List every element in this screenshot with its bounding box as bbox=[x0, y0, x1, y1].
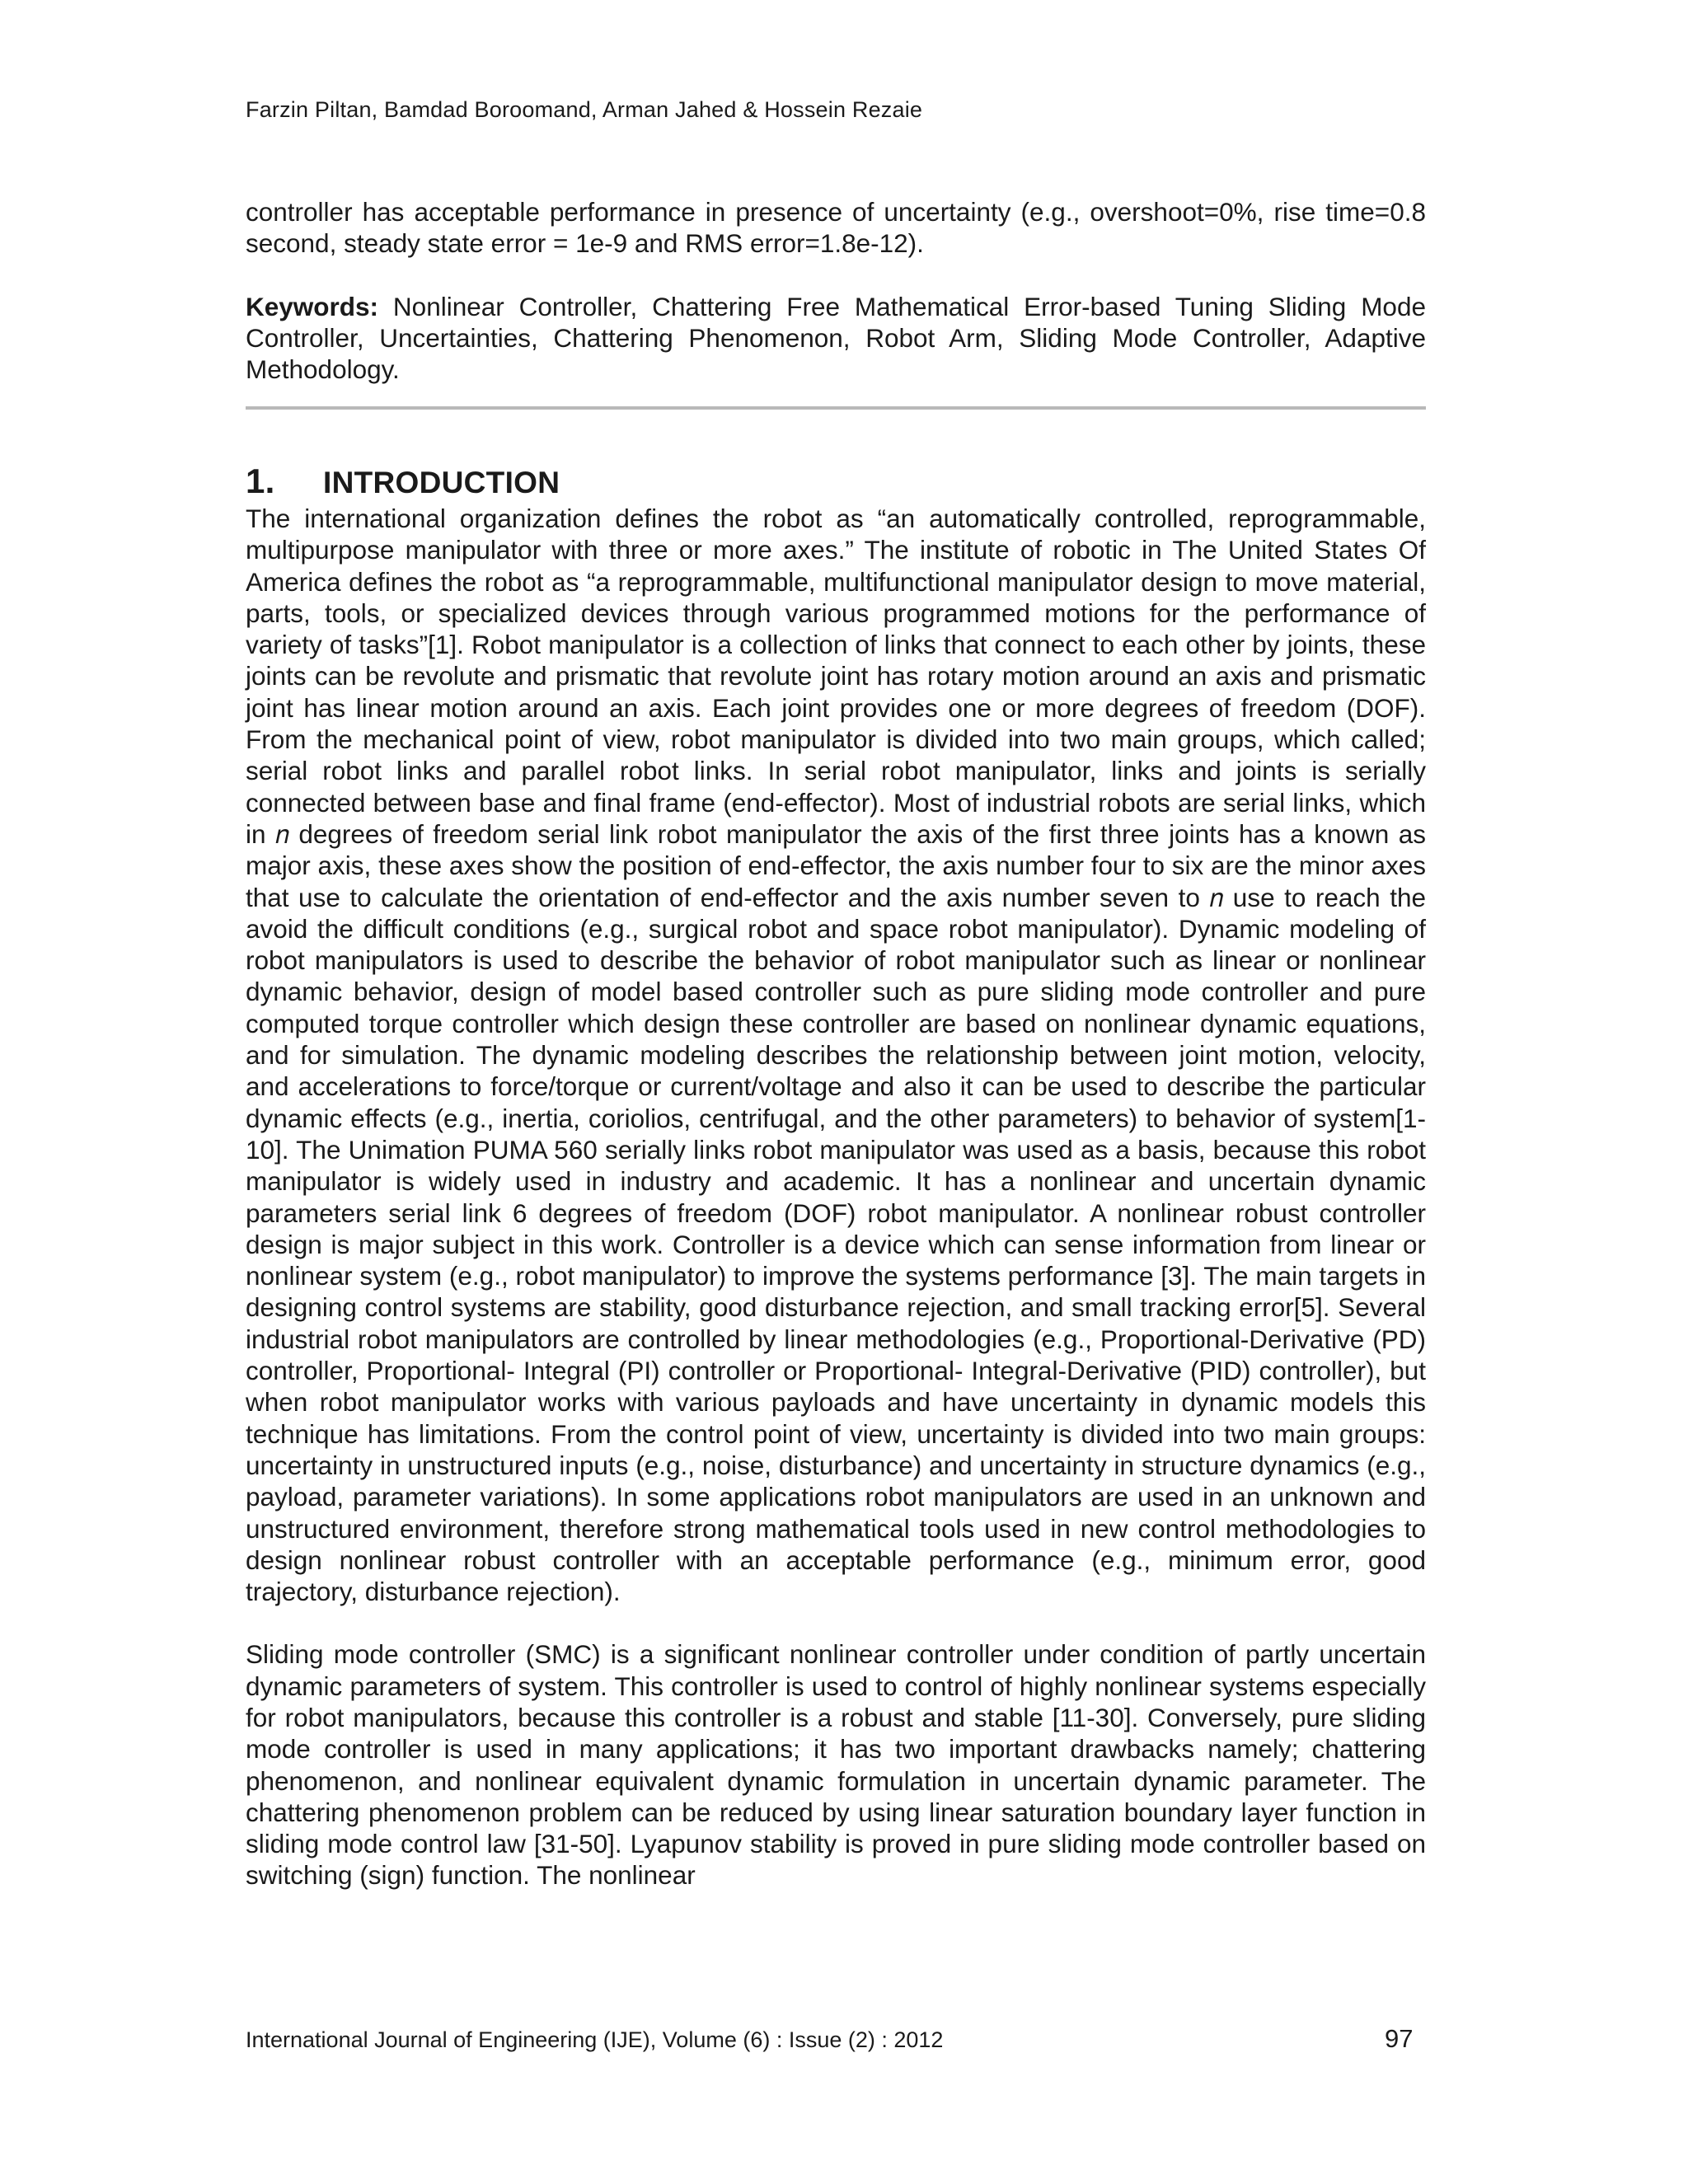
introduction-body bbox=[246, 503, 1426, 1891]
footer-page-number: 97 bbox=[1385, 2024, 1414, 2053]
abstract-block bbox=[246, 196, 1426, 385]
keywords-text: Nonlinear Controller, Chattering Free Mathematical Error-based Tuning Sliding Mode Controller, Uncertainties, Chattering Phenomenon, Robot Arm, Sliding Mode Controller, Adaptive Methodology. bbox=[246, 291, 1426, 385]
intro-paragraph-1: The international organization defines the robot as “an automatically controlled, reprogrammable, multipurpose manipulator with three or more axes.” The institute of robotic in The United States Of America defines the robot as “a reprogrammable, multifunctional manipulator design to move material, parts, tools, or specialized devices through various programmed motions for the performance of variety of tasks”[1]. Robot manipulator is a collection of links that connect to each other by joints, these joints can be revolute and prismatic that revolute joint has rotary motion around an axis and prismatic joint has linear motion around an axis. Each joint provides one or more degrees of freedom (DOF). From the mechanical point of view, robot manipulator is divided into two main groups, which called; serial robot links and parallel robot links. In serial robot manipulator, links and joints is serially connected between base and final frame (end-effector). Most of industrial robots are serial links, which in 𝑛 degrees of freedom serial link robot manipulator the axis of the first three joints has a known as major axis, these axes show the position of end-effector, the axis number four to six are the minor axes that use to calculate the orientation of end-effector and the axis number seven to 𝑛 use to reach the avoid the difficult conditions (e.g., surgical robot and space robot manipulator). Dynamic modeling of robot manipulators is used to describe the behavior of robot manipulator such as linear or nonlinear dynamic behavior, design of model based controller such as pure sliding mode controller and pure computed torque controller which design these controller are based on nonlinear dynamic equations, and for simulation. The dynamic modeling describes the relationship between joint motion, velocity, and accelerations to force/torque or current/voltage and also it can be used to describe the particular dynamic effects (e.g., inertia, coriolios, centrifugal, and the other parameters) to behavior of system[1-10]. The Unimation PUMA 560 serially links robot manipulator was used as a basis, because this robot manipulator is widely used in industry and academic. It has a nonlinear and uncertain dynamic parameters serial link 6 degrees of freedom (DOF) robot manipulator. A nonlinear robust controller design is major subject in this work. Controller is a device which can sense information from linear or nonlinear system (e.g., robot manipulator) to improve the systems performance [3]. The main targets in designing control systems are stability, good disturbance rejection, and small tracking error[5]. Several industrial robot manipulators are controlled by linear methodologies (e.g., Proportional-Derivative (PD) controller, Proportional- Integral (PI) controller or Proportional- Integral-Derivative (PID) controller), but when robot manipulator works with various payloads and have uncertainty in dynamic models this technique has limitations. From the control point of view, uncertainty is divided into two main groups: uncertainty in unstructured inputs (e.g., noise, disturbance) and uncertainty in structure dynamics (e.g., payload, parameter variations). In some applications robot manipulators are used in an unknown and unstructured environment, therefore strong mathematical tools used in new control methodologies to design nonlinear robust controller with an acceptable performance (e.g., minimum error, good trajectory, disturbance rejection). bbox=[246, 504, 1426, 1607]
abstract-continuation: controller has acceptable performance in presence of uncertainty (e.g., overshoot=0%, rise time=0.8 second, steady state error = 1e-9 and RMS error=1.8e-12). bbox=[246, 197, 1426, 259]
running-header-authors: Farzin Piltan, Bamdad Boroomand, Arman Jahed & Hossein Rezaie bbox=[246, 97, 923, 122]
section-divider bbox=[246, 406, 1426, 410]
section-heading bbox=[246, 462, 560, 501]
intro-paragraph-2: Sliding mode controller (SMC) is a significant nonlinear controller under condition of partly uncertain dynamic parameters of system. This controller is used to control of highly nonlinear systems especially for robot manipulators, because this controller is a robust and stable [11-30]. Conversely, pure sliding mode controller is used in many applications; it has two important drawbacks namely; chattering phenomenon, and nonlinear equivalent dynamic formulation in uncertain dynamic parameter. The chattering phenomenon problem can be reduced by using linear saturation boundary layer function in sliding mode control law [31-50]. Lyapunov stability is proved in pure sliding mode controller based on switching (sign) function. The nonlinear bbox=[246, 1639, 1426, 1891]
section-number: 1. bbox=[246, 462, 275, 500]
footer-journal: International Journal of Engineering (IJE), Volume (6) : Issue (2) : 2012 bbox=[246, 2027, 944, 2052]
keywords-paragraph bbox=[246, 291, 1426, 386]
section-title: INTRODUCTION bbox=[323, 466, 560, 499]
keywords-label: Keywords: bbox=[246, 291, 379, 321]
